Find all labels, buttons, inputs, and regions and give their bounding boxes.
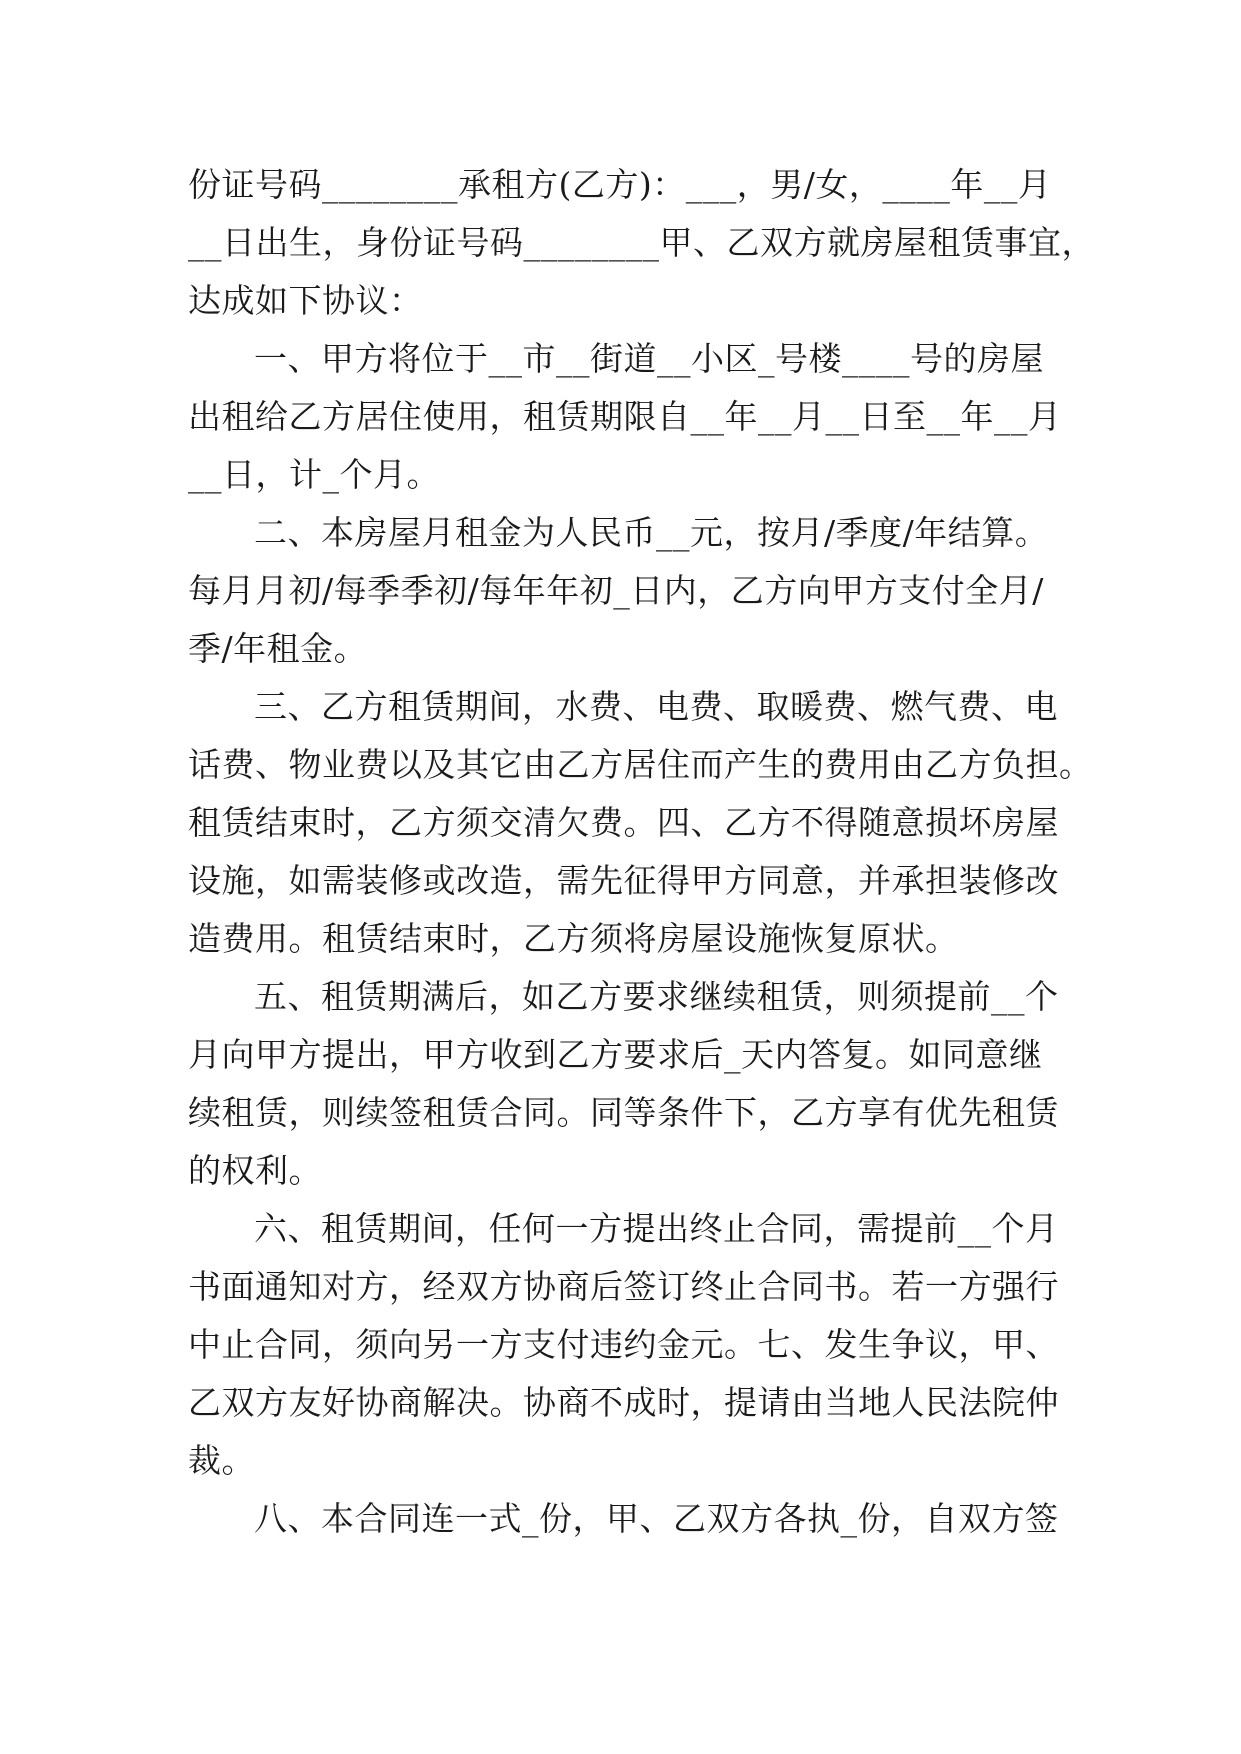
paragraph-clause-3 <box>188 678 1093 968</box>
text-line: 造费用。租赁结束时，乙方须将房屋设施恢复原状。 <box>188 919 959 958</box>
text-line: 三、乙方租赁期间，水费、电费、取暖费、燃气费、电 <box>254 687 1058 726</box>
paragraph-clause-5 <box>188 968 1059 1200</box>
text-line: 的权利。 <box>188 1151 322 1190</box>
text-line: 租赁结束时，乙方须交清欠费。四、乙方不得随意损坏房屋 <box>188 803 1059 842</box>
text-line: 裁。 <box>188 1441 255 1480</box>
text-line: 月向甲方提出，甲方收到乙方要求后_天内答复。如同意继 <box>188 1035 1043 1074</box>
text-line: 设施，如需装修或改造，需先征得甲方同意，并承担装修改 <box>188 861 1059 900</box>
text-line: 话费、物业费以及其它由乙方居住而产生的费用由乙方负担。 <box>188 745 1093 784</box>
text-line: 六、租赁期间，任何一方提出终止合同，需提前__个月 <box>254 1209 1059 1248</box>
paragraph-clause-1 <box>188 330 1062 504</box>
document-body <box>188 156 1095 1548</box>
text-line: 出租给乙方居住使用，租赁期限自__年__月__日至__年__月 <box>188 397 1062 436</box>
text-line: 季/年租金。 <box>188 629 368 668</box>
text-line: 八、本合同连一式_份，甲、乙双方各执_份，自双方签 <box>254 1499 1059 1538</box>
text-line: 书面通知对方，经双方协商后签订终止合同书。若一方强行 <box>188 1267 1059 1306</box>
text-line: __日出生，身份证号码________甲、乙双方就房屋租赁事宜， <box>188 223 1095 262</box>
text-line: 份证号码________承租方(乙方)：___，男/女，____年__月 <box>188 165 1052 204</box>
text-line: 一、甲方将位于__市__街道__小区_号楼____号的房屋 <box>254 339 1044 378</box>
text-line: 每月月初/每季季初/每年年初_日内，乙方向甲方支付全月/ <box>188 571 1044 610</box>
paragraph-clause-2 <box>188 504 1054 678</box>
text-line: __日，计_个月。 <box>188 455 440 494</box>
text-line: 达成如下协议： <box>188 281 423 320</box>
paragraph-intro <box>188 156 1095 330</box>
text-line: 二、本房屋月租金为人民币__元，按月/季度/年结算。 <box>254 513 1049 552</box>
text-line: 中止合同，须向另一方支付违约金元。七、发生争议，甲、 <box>188 1325 1059 1364</box>
text-line: 续租赁，则续签租赁合同。同等条件下，乙方享有优先租赁 <box>188 1093 1059 1132</box>
paragraph-clause-6 <box>188 1200 1059 1490</box>
text-line: 五、租赁期满后，如乙方要求继续租赁，则须提前__个 <box>254 977 1059 1016</box>
text-line: 乙双方友好协商解决。协商不成时，提请由当地人民法院仲 <box>188 1383 1059 1422</box>
paragraph-clause-8 <box>188 1490 1059 1548</box>
